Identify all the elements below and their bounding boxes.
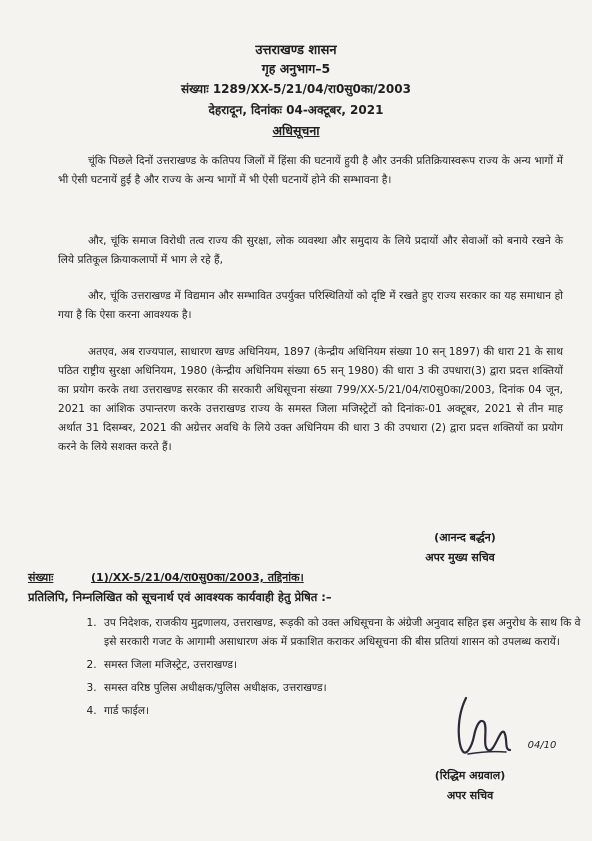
paragraph-2: और, चूंकि समाज विरोधी तत्व राज्य की सुरक्षा, लोक व्यवस्था और समुदाय के लिये प्रदायों और सेवाओं को बनाये रखने के लिये प्रतिकूल क्रियाकलापों में भाग ले रहे हैं, <box>58 235 563 266</box>
paragraph-3: और, चूंकि उत्तराखण्ड में विद्यमान और सम्भावित उपर्युक्त परिस्थितियों को दृष्टि में रखते हुए राज्य सरकार का यह समाधान हो गया है कि ऐसा करना आवश्यक है। <box>58 290 563 321</box>
reference-label: संख्याः <box>28 571 54 584</box>
signatory-2-designation: अपर सचिव <box>446 789 494 802</box>
reference-value: (1)/XX-5/21/04/रा0सु0का/2003, तद्दिनांक। <box>91 571 304 584</box>
list-item: 1. उप निदेशक, राजकीय मुद्रणालय, उत्तराखण्ड, रूड़की को उक्त अधिसूचना के अंग्रेजी अनुवाद सहित इस अनुरोध के साथ कि वे इसे सरकारी गजट के आगामी असाधारण अंक में प्रकाशित कराकर अधिसूचना की बीस प्रतियां शासन को उपलब्ध करायें। <box>100 614 588 652</box>
signature-date: 04/10 <box>527 740 557 751</box>
department-section: गृह अनुभाग–5 <box>261 61 331 76</box>
signatory-1-name: (आनन्द बर्द्धन) <box>434 531 496 544</box>
government-name: उत्तराखण्ड शासन <box>255 43 337 58</box>
paragraph-4: अतएव, अब राज्यपाल, साधारण खण्ड अधिनियम, 1897 (केन्द्रीय अधिनियम संख्या 10 सन् 1897) की धारा 21 के साथ पठित राष्ट्रीय सुरक्षा अधिनियम, 1980 (केन्द्रीय अधिनियम संख्या 65 सन् 1980) की धारा 3 की उपधारा(3) द्वारा प्रदत्त शक्तियों का प्रयोग करके तथा उत्तराखण्ड सरकार की सरकारी अधिसूचना संख्या 799/XX-5/21/04/रा0सु0का/2003, दिनांक 04 जून, 2021 का आंशिक उपान्तरण करके उत्तराखण्ड राज्य के समस्त जिला मजिस्ट्रेटों को दिनांकः-01 अक्टूबर, 2021 से तीन माह अर्थात 31 दिसम्बर, 2021 की अग्रेत्तर अवधि के लिये उक्त अधिनियम की धारा 3 की उपधारा (2) द्वारा प्रदत्त शक्तियों का प्रयोग करने के लिये सशक्त करते हैं। <box>58 346 563 453</box>
reference-line <box>28 570 304 585</box>
document-title: अधिसूचना <box>272 123 320 138</box>
list-item: 4. गार्ड फाईल। <box>100 702 588 721</box>
copy-to-line: प्रतिलिपि, निम्नलिखित को सूचनार्थ एवं आवश्यक कार्यवाही हेतु प्रेषित :– <box>28 590 332 604</box>
signatory-2-name: (रिद्धिम अग्रवाल) <box>434 769 506 782</box>
signatory-1-designation: अपर मुख्य सचिव <box>425 551 495 564</box>
paragraph-1: चूंकि पिछले दिनों उत्तराखण्ड के कतिपय जिलों में हिंसा की घटनायें हुयी है और उनकी प्रतिक्रियास्वरूप राज्य के अन्य भागों में भी ऐसी घटनायें हुई है और राज्य के अन्य भागों में भी ऐसी घटनायें होने की सम्भावना है। <box>58 155 563 186</box>
place-and-date: देहरादून, दिनांकः 04-अक्टूबर, 2021 <box>208 103 384 117</box>
list-item: 2. समस्त जिला मजिस्ट्रेट, उत्तराखण्ड। <box>100 656 588 675</box>
letter-number: संख्याः 1289/XX-5/21/04/रा0सु0का/2003 <box>181 82 411 96</box>
handwritten-signature-icon <box>448 688 528 768</box>
list-item: 3. समस्त वरिष्ठ पुलिस अधीक्षक/पुलिस अधीक्षक, उत्तराखण्ड। <box>100 679 588 698</box>
